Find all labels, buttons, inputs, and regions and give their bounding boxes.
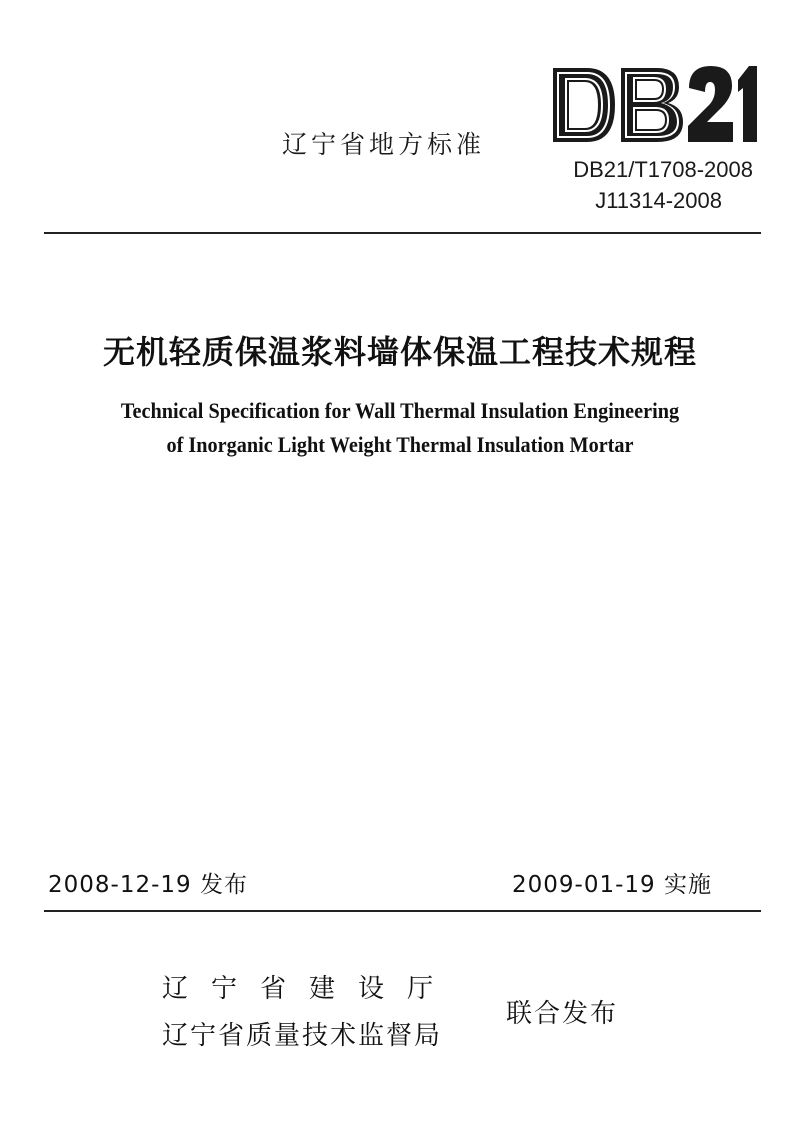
joint-issue-label: 联合发布	[506, 999, 619, 1029]
issue-date: 2008-12-19 发布	[48, 872, 248, 898]
standard-number: DB21/T1708-2008	[573, 157, 753, 182]
standard-category: 辽宁省地方标准	[282, 130, 486, 159]
issuer-quality-bureau: 辽宁省质量技术监督局	[162, 1021, 443, 1051]
footer-divider	[44, 910, 761, 912]
title-chinese: 无机轻质保温浆料墙体保温工程技术规程	[102, 333, 697, 371]
title-english-line-2: of Inorganic Light Weight Thermal Insulation Mortar	[166, 432, 634, 457]
db21-logo	[547, 60, 757, 150]
record-number: J11314-2008	[595, 188, 722, 213]
issuer-construction-department: 辽宁省建设厅	[162, 974, 457, 1004]
header-divider	[44, 232, 761, 234]
implementation-date: 2009-01-19 实施	[512, 872, 712, 898]
title-english-line-1: Technical Specification for Wall Thermal Insulation Engineering	[120, 398, 680, 423]
